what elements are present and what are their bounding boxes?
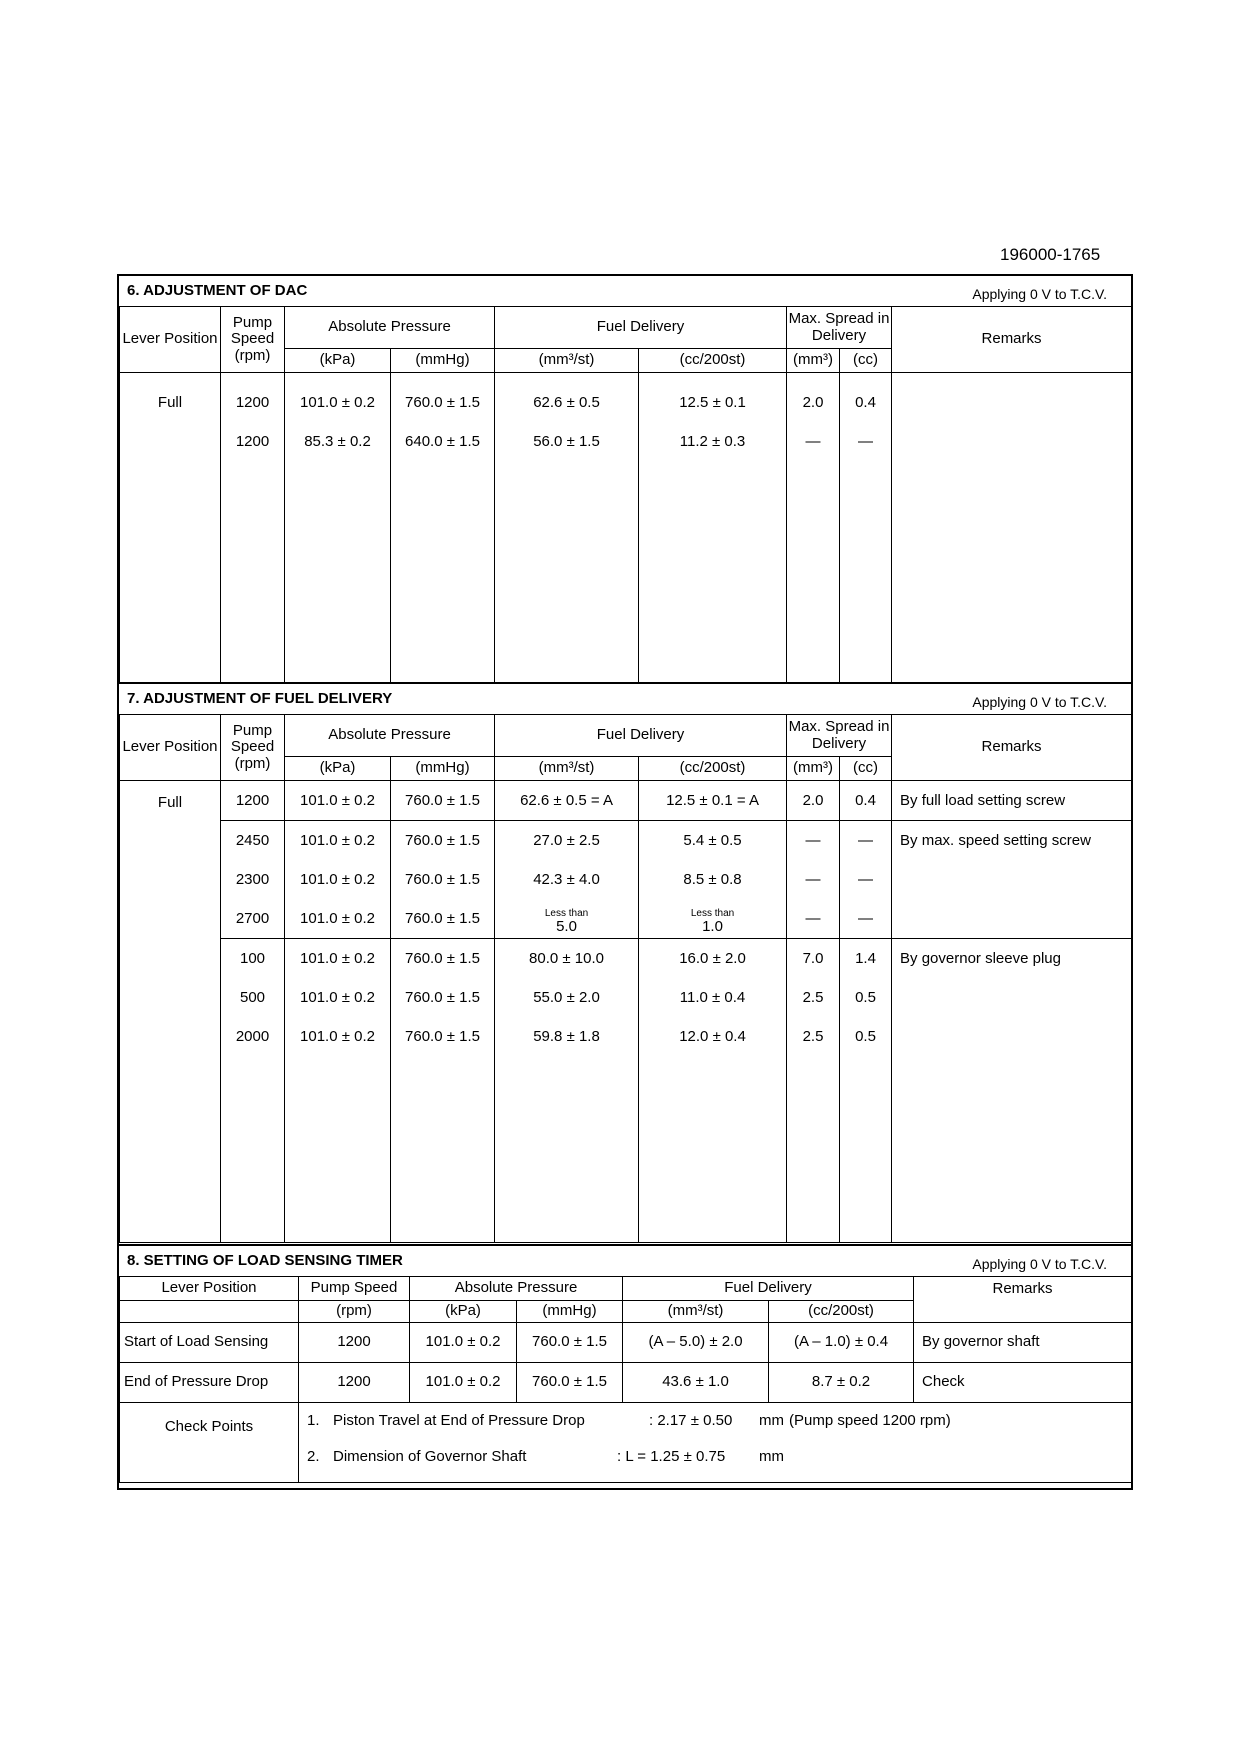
section-7 — [117, 682, 1133, 1244]
header-remarks: Remarks — [914, 1277, 1132, 1323]
mmhg-value: 640.0 ± 1.5 — [405, 433, 480, 450]
cc-value: 11.2 ± 0.3 — [679, 433, 746, 450]
check-points-label: Check Points — [120, 1403, 299, 1483]
check-point-unit: mm — [759, 1412, 784, 1429]
spread-mm3-value: 7.0 — [802, 950, 824, 967]
speed-value: 100 — [239, 950, 266, 967]
cc-value: 8.7 ± 0.2 — [769, 1363, 914, 1403]
mmhg-value: 760.0 ± 1.5 — [405, 792, 480, 809]
spread-cc-value: 1.4 — [855, 950, 876, 967]
spread-mm3-value: — — [805, 433, 821, 450]
check-point-2 — [299, 1439, 1131, 1475]
spread-cc-value: 0.5 — [855, 1028, 876, 1045]
unit-cc200st: (cc/200st) — [639, 349, 787, 373]
mmhg-value: 760.0 ± 1.5 — [405, 394, 480, 411]
kpa-value: 85.3 ± 0.2 — [304, 433, 371, 450]
kpa-value: 101.0 ± 0.2 — [300, 950, 375, 967]
spread-mm3-value: 2.5 — [802, 989, 824, 1006]
unit-mmhg: (mmHg) — [517, 1301, 623, 1323]
spread-cc-value: — — [858, 910, 874, 927]
unit-mm3st: (mm³/st) — [495, 757, 639, 781]
section-7-title: 7. ADJUSTMENT OF FUEL DELIVERY — [127, 690, 393, 707]
header-absolute-pressure: Absolute Pressure — [410, 1277, 623, 1301]
cc-value: 12.5 ± 0.1 — [679, 394, 746, 411]
check-point-number: 1. — [307, 1412, 320, 1429]
spread-cc-value: — — [858, 871, 874, 888]
document-number: 196000-1765 — [1000, 245, 1101, 264]
header-absolute-pressure: Absolute Pressure — [285, 307, 495, 349]
speed-value: 2000 — [235, 1028, 270, 1045]
kpa-value: 101.0 ± 0.2 — [300, 910, 375, 927]
header-max-spread: Max. Spread in Delivery — [787, 307, 892, 349]
check-point-note: (Pump speed 1200 rpm) — [789, 1412, 951, 1429]
speed-value: 2300 — [235, 871, 270, 888]
check-point-value: : L = 1.25 ± 0.75 — [617, 1448, 726, 1465]
section-7-table — [119, 714, 1132, 1243]
header-lever-position: Lever Position — [120, 715, 221, 781]
mmhg-value: 760.0 ± 1.5 — [405, 871, 480, 888]
header-pump-speed: Pump Speed (rpm) — [221, 307, 285, 373]
unit-mm3st: (mm³/st) — [623, 1301, 769, 1323]
unit-rpm: (rpm) — [299, 1301, 410, 1323]
spread-cc-value: — — [858, 433, 874, 450]
unit-mmhg: (mmHg) — [391, 757, 495, 781]
lever-position: Full — [157, 394, 183, 411]
mm3-value: 27.0 ± 2.5 — [533, 832, 600, 849]
kpa-value: 101.0 ± 0.2 — [410, 1323, 517, 1363]
spread-mm3-value: 2.5 — [802, 1028, 824, 1045]
header-max-spread: Max. Spread in Delivery — [787, 715, 892, 757]
kpa-value: 101.0 ± 0.2 — [300, 871, 375, 888]
cc-value: 5.4 ± 0.5 — [683, 832, 742, 849]
less-than-label: Less than — [690, 908, 735, 919]
unit-kpa: (kPa) — [410, 1301, 517, 1323]
mmhg-value: 760.0 ± 1.5 — [405, 832, 480, 849]
header-lever-position: Lever Position — [120, 1277, 299, 1301]
speed-value: 1200 — [235, 792, 270, 809]
kpa-value: 101.0 ± 0.2 — [300, 1028, 375, 1045]
lever-position: Full — [157, 794, 183, 811]
cc-value: 16.0 ± 2.0 — [679, 950, 746, 967]
kpa-value: 101.0 ± 0.2 — [300, 989, 375, 1006]
section-8-applying: Applying 0 V to T.C.V. — [972, 1256, 1107, 1272]
cc-value: 8.5 ± 0.8 — [683, 871, 742, 888]
mm3-value: 59.8 ± 1.8 — [533, 1028, 600, 1045]
spread-mm3-value: — — [805, 910, 821, 927]
spread-mm3-value: — — [805, 832, 821, 849]
header-remarks: Remarks — [892, 307, 1132, 373]
mmhg-value: 760.0 ± 1.5 — [517, 1323, 623, 1363]
speed-value: 1200 — [299, 1323, 410, 1363]
unit-cc: (cc) — [840, 349, 892, 373]
cc-value: (A – 1.0) ± 0.4 — [769, 1323, 914, 1363]
mm3-value: 42.3 ± 4.0 — [533, 871, 600, 888]
remark: By full load setting screw — [900, 792, 1066, 809]
check-point-number: 2. — [307, 1448, 320, 1465]
mmhg-value: 760.0 ± 1.5 — [405, 950, 480, 967]
header-fuel-delivery: Fuel Delivery — [495, 715, 787, 757]
header-pump-speed: Pump Speed (rpm) — [221, 715, 285, 781]
speed-value: 1200 — [299, 1363, 410, 1403]
header-absolute-pressure: Absolute Pressure — [285, 715, 495, 757]
unit-kpa: (kPa) — [285, 757, 391, 781]
unit-cc200st: (cc/200st) — [769, 1301, 914, 1323]
section-7-applying: Applying 0 V to T.C.V. — [972, 694, 1107, 710]
remark: By max. speed setting screw — [900, 832, 1091, 849]
check-point-label: Dimension of Governor Shaft — [333, 1448, 527, 1465]
kpa-value: 101.0 ± 0.2 — [410, 1363, 517, 1403]
remark: By governor sleeve plug — [900, 950, 1061, 967]
speed-value: 500 — [239, 989, 266, 1006]
kpa-value: 101.0 ± 0.2 — [300, 832, 375, 849]
spread-cc-value: 0.5 — [855, 989, 876, 1006]
mmhg-value: 760.0 ± 1.5 — [405, 910, 480, 927]
header-lever-position: Lever Position — [120, 307, 221, 373]
cc-value: 1.0 — [702, 918, 723, 935]
check-point-1 — [299, 1403, 1131, 1439]
header-pump-speed: Pump Speed — [299, 1277, 410, 1301]
mm3-value: 62.6 ± 0.5 — [533, 394, 600, 411]
mm3-value: 62.6 ± 0.5 = A — [520, 792, 613, 809]
mm3-value: (A – 5.0) ± 2.0 — [623, 1323, 769, 1363]
unit-mmhg: (mmHg) — [391, 349, 495, 373]
kpa-value: 101.0 ± 0.2 — [300, 792, 375, 809]
kpa-value: 101.0 ± 0.2 — [300, 394, 375, 411]
unit-mm3st: (mm³/st) — [495, 349, 639, 373]
speed-value: 1200 — [235, 433, 270, 450]
mmhg-value: 760.0 ± 1.5 — [405, 1028, 480, 1045]
section-6-title: 6. ADJUSTMENT OF DAC — [127, 282, 308, 299]
speed-value: 1200 — [235, 394, 270, 411]
lever-position: End of Pressure Drop — [120, 1363, 299, 1403]
spread-cc-value: — — [858, 832, 874, 849]
spread-cc-value: 0.4 — [855, 792, 876, 809]
check-point-value: : 2.17 ± 0.50 — [649, 1412, 733, 1429]
check-point-label: Piston Travel at End of Pressure Drop — [333, 1412, 585, 1429]
remark: By governor shaft — [914, 1323, 1132, 1363]
mm3-value: 80.0 ± 10.0 — [529, 950, 604, 967]
section-8 — [117, 1244, 1133, 1490]
spread-mm3-value: 2.0 — [802, 394, 824, 411]
speed-value: 2450 — [235, 832, 270, 849]
lever-position: Start of Load Sensing — [120, 1323, 299, 1363]
mm3-value: 56.0 ± 1.5 — [533, 433, 600, 450]
section-6-applying: Applying 0 V to T.C.V. — [972, 286, 1107, 302]
section-8-title: 8. SETTING OF LOAD SENSING TIMER — [127, 1252, 403, 1269]
remark: Check — [914, 1363, 1132, 1403]
spread-mm3-value: — — [805, 871, 821, 888]
header-fuel-delivery: Fuel Delivery — [495, 307, 787, 349]
speed-value: 2700 — [235, 910, 270, 927]
header-remarks: Remarks — [892, 715, 1132, 781]
mmhg-value: 760.0 ± 1.5 — [405, 989, 480, 1006]
mm3-value: 55.0 ± 2.0 — [533, 989, 600, 1006]
cc-value: 12.0 ± 0.4 — [679, 1028, 746, 1045]
section-6 — [117, 274, 1133, 682]
unit-cc: (cc) — [840, 757, 892, 781]
spread-cc-value: 0.4 — [855, 394, 876, 411]
cc-value: 12.5 ± 0.1 = A — [666, 792, 759, 809]
spread-mm3-value: 2.0 — [802, 792, 824, 809]
section-8-table — [119, 1276, 1132, 1483]
unit-cc200st: (cc/200st) — [639, 757, 787, 781]
mm3-value: 5.0 — [556, 918, 577, 935]
check-point-unit: mm — [759, 1448, 784, 1465]
section-6-table — [119, 306, 1132, 683]
unit-mm3: (mm³) — [787, 757, 840, 781]
mm3-value: 43.6 ± 1.0 — [623, 1363, 769, 1403]
unit-mm3: (mm³) — [787, 349, 840, 373]
header-fuel-delivery: Fuel Delivery — [623, 1277, 914, 1301]
cc-value: 11.0 ± 0.4 — [679, 989, 746, 1006]
unit-kpa: (kPa) — [285, 349, 391, 373]
less-than-label: Less than — [544, 908, 589, 919]
mmhg-value: 760.0 ± 1.5 — [517, 1363, 623, 1403]
